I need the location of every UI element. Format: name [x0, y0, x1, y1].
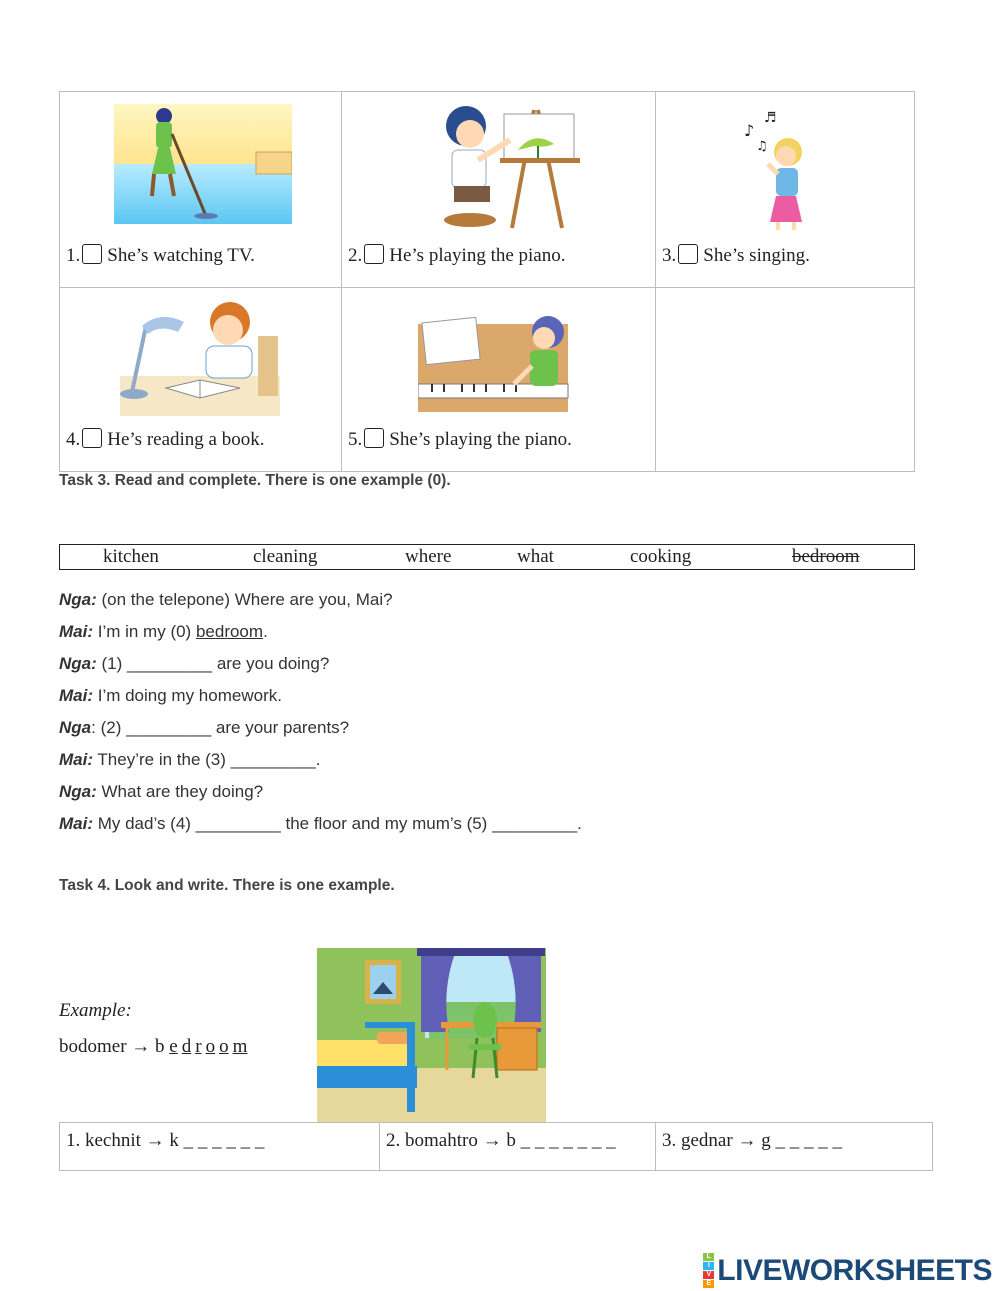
dialogue-line-1: Nga: (on the telepone) Where are you, Mai? [59, 590, 393, 609]
word-bank-item: what [517, 546, 554, 567]
word-bank-item: cooking [630, 546, 692, 567]
grid-cell-empty [656, 288, 914, 471]
blank-2[interactable]: (2) _________ are your parents? [95, 718, 350, 737]
spelling-item-2[interactable]: 2. bomahtro → b _ _ _ _ _ _ _ [380, 1123, 656, 1170]
svg-text:♪: ♪ [744, 121, 755, 140]
answer-checkbox-2[interactable] [364, 244, 384, 264]
activity-picture-grid [59, 91, 915, 472]
girl-playing-piano-image [418, 314, 576, 412]
dialogue-line-3: Nga: (1) _________ are you doing? [59, 654, 330, 673]
word-bank [59, 544, 915, 570]
spelling-item-3[interactable]: 3. gednar → g _ _ _ _ _ [662, 1130, 842, 1151]
answer-checkbox-1[interactable] [82, 244, 102, 264]
example-line: bodomer → b e d r o o m [59, 1036, 248, 1057]
activity-caption-3: 3. She’s singing. [662, 245, 810, 266]
word-bank-item: kitchen [103, 546, 159, 567]
answer-checkbox-5[interactable] [364, 428, 384, 448]
answer-checkbox-4[interactable] [82, 428, 102, 448]
example-label: Example: [59, 1000, 132, 1021]
boy-reading-book-image [120, 296, 280, 416]
grid-cell-3 [656, 92, 914, 288]
activity-caption-4: 4. He’s reading a book. [66, 429, 265, 450]
blank-1[interactable]: (1) _________ are you doing? [96, 654, 330, 673]
girl-singing-image [738, 106, 818, 232]
dialogue-line-6: Mai: They’re in the (3) _________. [59, 750, 321, 769]
spelling-item-1[interactable]: 1. kechnit → k _ _ _ _ _ _ [60, 1123, 380, 1170]
dialogue-line-4: Mai: I’m doing my homework. [59, 686, 282, 705]
word-bank-item-crossed: bedroom [792, 546, 860, 567]
grid-cell-4 [60, 288, 342, 471]
bedroom-image [317, 948, 546, 1123]
blank-3[interactable]: They’re in the (3) _________. [93, 750, 321, 769]
grid-cell-5 [342, 288, 656, 471]
activity-caption-2: 2. He’s playing the piano. [348, 245, 566, 266]
dialogue-line-5: Nga: (2) _________ are your parents? [59, 718, 350, 737]
svg-text:♬: ♬ [764, 110, 777, 126]
activity-caption-1: 1. She’s watching TV. [66, 245, 255, 266]
svg-text:♫: ♫ [756, 139, 768, 154]
grid-cell-1 [60, 92, 342, 288]
dialogue-line-7: Nga: What are they doing? [59, 782, 264, 801]
logo-cubes-icon: L I V E [703, 1253, 714, 1288]
boy-painting-image [434, 100, 586, 230]
answer-checkbox-3[interactable] [678, 244, 698, 264]
example-answer: bedroom [195, 622, 264, 641]
spelling-table [59, 1122, 933, 1171]
logo-text: LIVEWORKSHEETS [717, 1253, 992, 1287]
task4-title: Task 4. Look and write. There is one example. [59, 877, 395, 894]
grid-cell-2 [342, 92, 656, 288]
blank-4-5[interactable]: My dad’s (4) _________ the floor and my mum’s (5) _________. [93, 814, 582, 833]
dialogue-line-8: Mai: My dad’s (4) _________ the floor and my mum’s (5) _________. [59, 814, 582, 833]
activity-caption-5: 5. She’s playing the piano. [348, 429, 572, 450]
girl-mopping-floor-image [114, 104, 292, 224]
dialogue-line-2: Mai: I’m in my (0) bedroom. [59, 622, 268, 641]
word-bank-item: where [405, 546, 452, 567]
liveworksheets-logo[interactable] [703, 1253, 992, 1288]
word-bank-item: cleaning [253, 546, 318, 567]
task3-title: Task 3. Read and complete. There is one example (0). [59, 472, 451, 489]
